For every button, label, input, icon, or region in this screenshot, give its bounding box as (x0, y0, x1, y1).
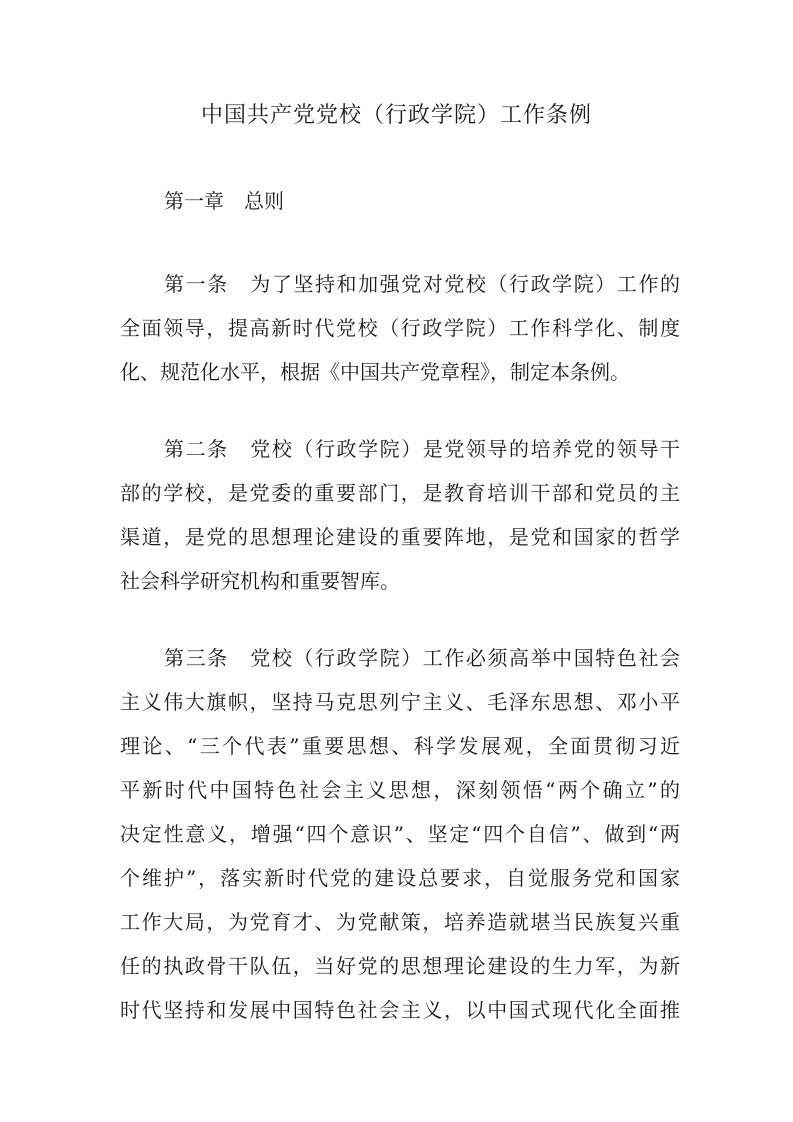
article-line (120, 636, 680, 680)
article-line: 社会科学研究机构和重要智库。 (120, 569, 400, 593)
article-line: 任的执政骨干队伍，当好党的思想理论建设的生力军，为新 (120, 954, 680, 978)
article-line: 平新时代中国特色社会主义思想，深刻领悟“两个确立”的 (120, 778, 680, 802)
article-text: 党校（行政学院）是党领导的培养党的领导干 (250, 437, 681, 461)
document-title: 中国共产党党校（行政学院）工作条例 (200, 103, 592, 128)
article-text: 党校（行政学院）工作必须高举中国特色社会 (250, 646, 681, 670)
article-2 (120, 427, 680, 603)
article-line (120, 262, 680, 306)
article-line: 渠道，是党的思想理论建设的重要阵地，是党和国家的哲学 (120, 525, 680, 549)
article-text: 为了坚持和加强党对党校（行政学院）工作的 (250, 272, 681, 296)
article-line: 个维护”，落实新时代党的建设总要求，自觉服务党和国家 (120, 866, 680, 890)
article-number: 第三条 (164, 646, 251, 670)
article-1 (120, 262, 680, 394)
article-number: 第二条 (164, 437, 251, 461)
article-line: 全面领导，提高新时代党校（行政学院）工作科学化、制度 (120, 316, 680, 340)
article-line: 决定性意义，增强“四个意识”、坚定“四个自信”、做到“两 (120, 822, 680, 846)
article-line: 时代坚持和发展中国特色社会主义，以中国式现代化全面推 (120, 998, 680, 1022)
article-line: 理论、“三个代表”重要思想、科学发展观，全面贯彻习近 (120, 734, 680, 758)
article-line: 化、规范化水平，根据《中国共产党章程》，制定本条例。 (120, 360, 630, 384)
chapter-heading: 第一章 总则 (164, 189, 284, 213)
article-line (120, 427, 680, 471)
article-3 (120, 636, 680, 1032)
article-number: 第一条 (164, 272, 251, 296)
article-line: 部的学校，是党委的重要部门，是教育培训干部和党员的主 (120, 481, 680, 505)
article-line: 工作大局，为党育才、为党献策，培养造就堪当民族复兴重 (120, 910, 680, 934)
article-line: 主义伟大旗帜，坚持马克思列宁主义、毛泽东思想、邓小平 (120, 690, 680, 714)
